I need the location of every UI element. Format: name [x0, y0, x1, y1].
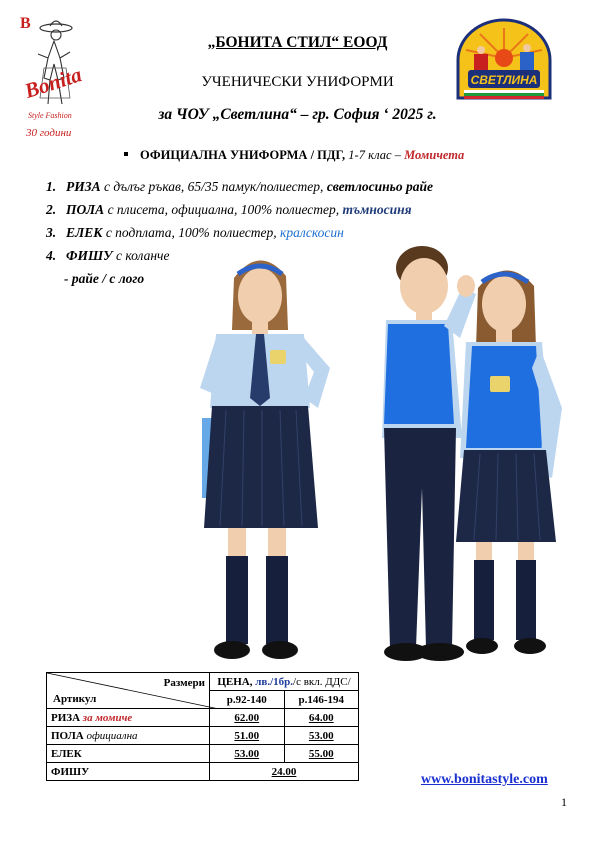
document-title: УЧЕНИЧЕСКИ УНИФОРМИ	[201, 74, 394, 90]
bonita-wordmark: Bonita	[21, 62, 85, 104]
size-header: р.92-140	[210, 691, 285, 709]
table-row: РИЗА за момиче 62.00 64.00	[47, 709, 359, 727]
price-column-header: ЦЕНА, лв./1бр./с вкл. ДДС/	[210, 673, 359, 691]
svetlina-logo	[454, 18, 554, 104]
svg-text:Style Fashion: Style Fashion	[28, 111, 72, 120]
company-name: „БОНИТА СТИЛ“ ЕООД	[207, 34, 388, 51]
price-table	[46, 672, 359, 781]
list-subitem: - райе / с лого	[64, 271, 145, 286]
list-item: 3. ЕЛЕК с подплата, 100% полиестер, кралскосин	[46, 225, 344, 240]
svg-text:30 години: 30 години	[26, 127, 72, 139]
list-item: 2. ПОЛА с плисета, официална, 100% полиестер, тъмносиня	[46, 202, 412, 217]
table-corner-header: Размери Артикул	[47, 673, 210, 709]
uniform-photo	[190, 238, 575, 678]
page-number: 1	[561, 795, 567, 809]
school-line: за ЧОУ „Светлина“ – гр. София ‘ 2025 г.	[158, 106, 437, 123]
svg-text:B: B	[20, 15, 31, 32]
list-item: 1. РИЗА с дълъг ръкав, 65/35 памук/полиестер, светлосиньо райе	[46, 179, 433, 194]
size-header: р.146-194	[284, 691, 359, 709]
svg-text:СВЕТЛИНА: СВЕТЛИНА	[470, 73, 538, 87]
table-row: ФИШУ 24.00	[47, 763, 359, 781]
section-heading: ОФИЦИАЛНА УНИФОРМА / ПДГ, 1-7 клас – Момичета	[124, 148, 464, 163]
website-link[interactable]: www.bonitastyle.com	[421, 772, 548, 787]
bullet-icon	[124, 152, 128, 156]
list-item: 4. ФИШУ с коланче	[46, 248, 170, 263]
table-row: ЕЛЕК 53.00 55.00	[47, 745, 359, 763]
table-row: ПОЛА официална 51.00 53.00	[47, 727, 359, 745]
